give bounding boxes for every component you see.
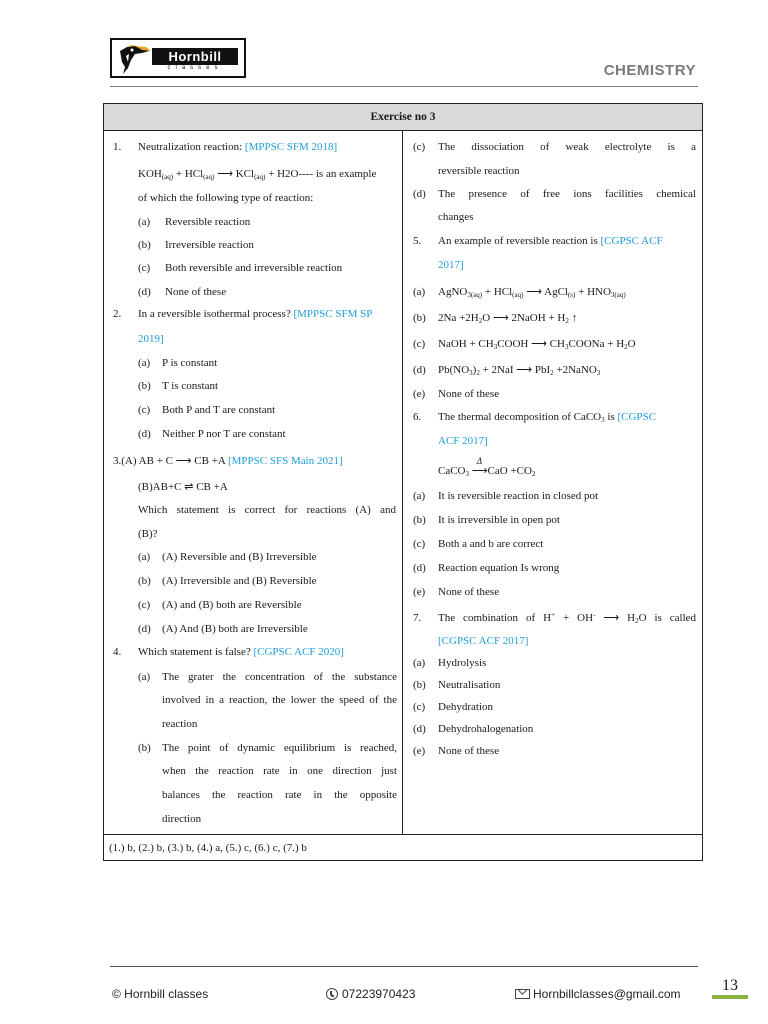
exercise-title: Exercise no 3 [104,104,702,131]
q4-opt-b-line-3: balances the reaction rate in the opposite [162,789,397,801]
q6-opt-c: Both a and b are correct [438,538,544,550]
q5-opt-a: AgNO$_{3(aq)}$ + HCl$_{(aq)}$ ⟶ AgCl$_{(s)}$ + $HNO_{3(aq)}$ [438,286,626,299]
q5-opt-e: None of these [438,388,500,400]
q6-opt-a: It is reversible reaction in closed pot [438,490,599,502]
q1-equation-tail: + H2O---- is an example [268,168,377,180]
q3-opt-b: (A) Irreversible and (B) Reversible [162,575,317,587]
q6-opt-a-label: (a) [413,490,426,502]
q5-opt-b-label: (b) [413,312,426,324]
q6-opt-d-label: (d) [413,562,426,574]
hornbill-bird-icon [116,42,152,76]
footer-phone [326,987,415,1001]
arrow-icon: ⟶ [217,168,233,180]
q5-stem [438,235,663,248]
logo-subtitle: classes [167,65,223,71]
q4-opt-b-line-4: direction [162,813,202,825]
heat-arrow-icon: Δ ⟶ [471,456,488,477]
q6-source-cont: ACF 2017] [438,435,488,447]
q3-opt-d-label: (d) [138,623,151,635]
q1-opt-b-label: (b) [138,239,151,251]
q2-opt-d: Neither P nor T are constant [162,428,286,440]
footer-email [515,987,681,1001]
q2-stem-text: In a reversible isothermal process? [138,308,291,320]
q6-opt-b: It is irreversible in open pot [438,514,560,526]
q7-number: 7. [413,612,422,624]
q1-opt-a-label: (a) [138,216,151,228]
q2-opt-a: P is constant [162,357,218,369]
q5-opt-a-label: (a) [413,286,426,298]
q2-source-cont: 2019] [138,333,164,345]
q3-source: [MPPSC SFS Main 2021] [227,455,343,467]
q5-opt-d-label: (d) [413,364,426,376]
q5-opt-d: $Pb(NO_3)_2 + 2NaI$ ⟶ PbI$_2$ +2NaNO$_3$ [438,364,601,377]
q3-lead-b: CB +A [194,455,226,467]
q4-stem [138,646,344,659]
q7-opt-b-label: (b) [413,679,426,691]
q4-opt-c-line-1: The dissociation of weak electrolyte is a [438,141,696,153]
q3-stem: Which statement is correct for reactions (A) and [138,504,396,516]
q4-opt-b-line-2: when the reaction rate in one direction just [162,765,397,777]
q2-opt-b: T is constant [162,380,219,392]
q1-source: [MPPSC SFM 2018] [244,141,338,153]
q4-source: [CGPSC ACF 2020] [253,646,344,658]
q6-equation: CaCO$_3$ Δ ⟶CaO $+CO_2$ [438,460,535,482]
q3-reaction-b [138,481,228,494]
q3-opt-d: (A) And (B) both are Irreversible [162,623,308,635]
q1-stem-2: of which the following type of reaction: [138,192,314,204]
q1-opt-c-label: (c) [138,262,151,274]
q7-stem: The combination of H+ + OH- ⟶ $H_2O$ is called [438,611,697,625]
q5-number: 5. [413,235,422,247]
phone-icon [326,988,338,1000]
q4-opt-b-line-1: The point of dynamic equilibrium is reached, [162,742,397,754]
arrow-icon: ⟶ [603,612,620,624]
hornbill-logo [110,38,246,78]
q1-opt-a: Reversible reaction [165,216,251,228]
q3-opt-c: (A) and (B) both are Reversible [162,599,302,611]
q7-opt-b: Neutralisation [438,679,501,691]
q1-opt-c: Both reversible and irreversible reaction [165,262,343,274]
q4-opt-c-line-2: reversible reaction [438,165,520,177]
subject-title: CHEMISTRY [603,62,696,79]
q6-stem-end: is [607,411,615,423]
equilibrium-arrow-icon: ⇌ [184,481,194,493]
q2-opt-c: Both P and T are constant [162,404,276,416]
q6-stem: The thermal decomposition of CaCO$_3$ is [CGPSC [438,411,657,424]
q1-opt-b: Irreversible reaction [165,239,254,251]
exercise-table [103,103,703,861]
q6-opt-d: Reaction equation Is wrong [438,562,560,574]
q2-opt-c-label: (c) [138,404,151,416]
footer-copyright: © Hornbill classes [112,987,209,1001]
q4-stem-text: Which statement is false? [138,646,251,658]
q5-source-cont: 2017] [438,259,464,271]
arrow-icon: ⟶ [175,455,192,467]
header-divider [110,86,698,87]
q1-opt-d-label: (d) [138,286,151,298]
q4-opt-c-label: (c) [413,141,426,153]
q6-opt-c-label: (c) [413,538,426,550]
q3-opt-a-label: (a) [138,551,151,563]
q2-stem [138,308,372,321]
logo-wordmark: Hornbill [152,48,238,65]
answer-key: (1.) b, (2.) b, (3.) b, (4.) a, (5.) c, (6.) c, (7.) b [104,834,702,861]
q7-opt-d-label: (d) [413,723,426,735]
q3-lead [113,455,343,468]
q6-stem-text: The thermal decomposition of CaCO [438,411,602,423]
q4-opt-a-line-3: reaction [162,718,198,730]
q6-opt-b-label: (b) [413,514,426,526]
q2-source: [MPPSC SFM SP [293,308,373,320]
up-arrow-icon: ↑ [571,312,578,324]
q5-opt-b: $2Na +2H_2O$ ⟶ 2NaOH + $H_2$ ↑ [438,312,578,325]
q1-equation: $KOH_{(aq)} + HCl_{(aq)}$ ⟶ KCl$_{(aq)}$ + H2O---- is an example [138,168,377,181]
q4-opt-a-line-2: involved in a reaction, the lower the speed of the [162,694,397,706]
q2-opt-d-label: (d) [138,428,151,440]
q7-opt-e-label: (e) [413,745,426,757]
footer-divider [110,966,698,967]
arrow-icon: ⟶ [492,312,509,324]
q3-opt-b-label: (b) [138,575,151,587]
q7-opt-c-label: (c) [413,701,426,713]
q1-stem-text: Neutralization reaction: [138,141,243,153]
q5-opt-c: NaOH + $CH_3COOH$ ⟶ $CH_3COONa + H_2O$ [438,338,636,351]
email-address: Hornbillclasses@gmail.com [533,987,681,1001]
q6-opt-e-label: (e) [413,586,426,598]
q4-opt-a-line-1: The grater the concentration of the substance [162,671,397,683]
arrow-icon: ⟶ [526,286,542,298]
q4-opt-d-label: (d) [413,188,426,200]
q1-stem [138,141,337,154]
q6-source: [CGPSC [617,411,657,423]
q3-stem-2: (B)? [138,528,158,540]
q7-opt-a-label: (a) [413,657,426,669]
q5-opt-e-label: (e) [413,388,426,400]
q7-source: [CGPSC ACF 2017] [438,635,529,647]
q7-stem-b: + OH [563,612,594,624]
q4-opt-d-line-2: changes [438,211,474,223]
q7-opt-c: Dehydration [438,701,493,713]
q5-source: [CGPSC ACF [600,235,663,247]
q7-stem-d: O is called [638,612,697,624]
phone-number: 07223970423 [342,987,416,1001]
q3-lead-a: 3.(A) AB + C [113,455,173,467]
q4-opt-a-label: (a) [138,671,151,683]
q2-opt-b-label: (b) [138,380,151,392]
q3-line2-a: (B)AB+C [138,481,182,493]
column-divider [402,131,403,834]
q6-opt-e: None of these [438,586,500,598]
q3-opt-c-label: (c) [138,599,151,611]
page-number: 13 [712,973,748,999]
envelope-icon [515,989,530,999]
q6-number: 6. [413,411,422,423]
q2-opt-a-label: (a) [138,357,151,369]
q3-opt-a: (A) Reversible and (B) Irreversible [162,551,317,563]
q7-opt-e: None of these [438,745,500,757]
q4-opt-d-line-1: The presence of free ions facilities chemical [438,188,696,200]
q7-opt-a: Hydrolysis [438,657,487,669]
q5-stem-text: An example of reversible reaction is [438,235,598,247]
q3-line2-b: CB +A [196,481,228,493]
q7-stem-a: The combination of H [438,612,552,624]
q4-number: 4. [113,646,122,658]
q7-opt-d: Dehydrohalogenation [438,723,534,735]
q1-number: 1. [113,141,122,153]
q2-number: 2. [113,308,122,320]
q1-opt-d: None of these [165,286,227,298]
q7-stem-c: H [627,612,636,624]
arrow-icon: ⟶ [516,364,533,376]
q5-opt-c-label: (c) [413,338,426,350]
arrow-icon: ⟶ [531,338,547,350]
q4-opt-b-label: (b) [138,742,151,754]
